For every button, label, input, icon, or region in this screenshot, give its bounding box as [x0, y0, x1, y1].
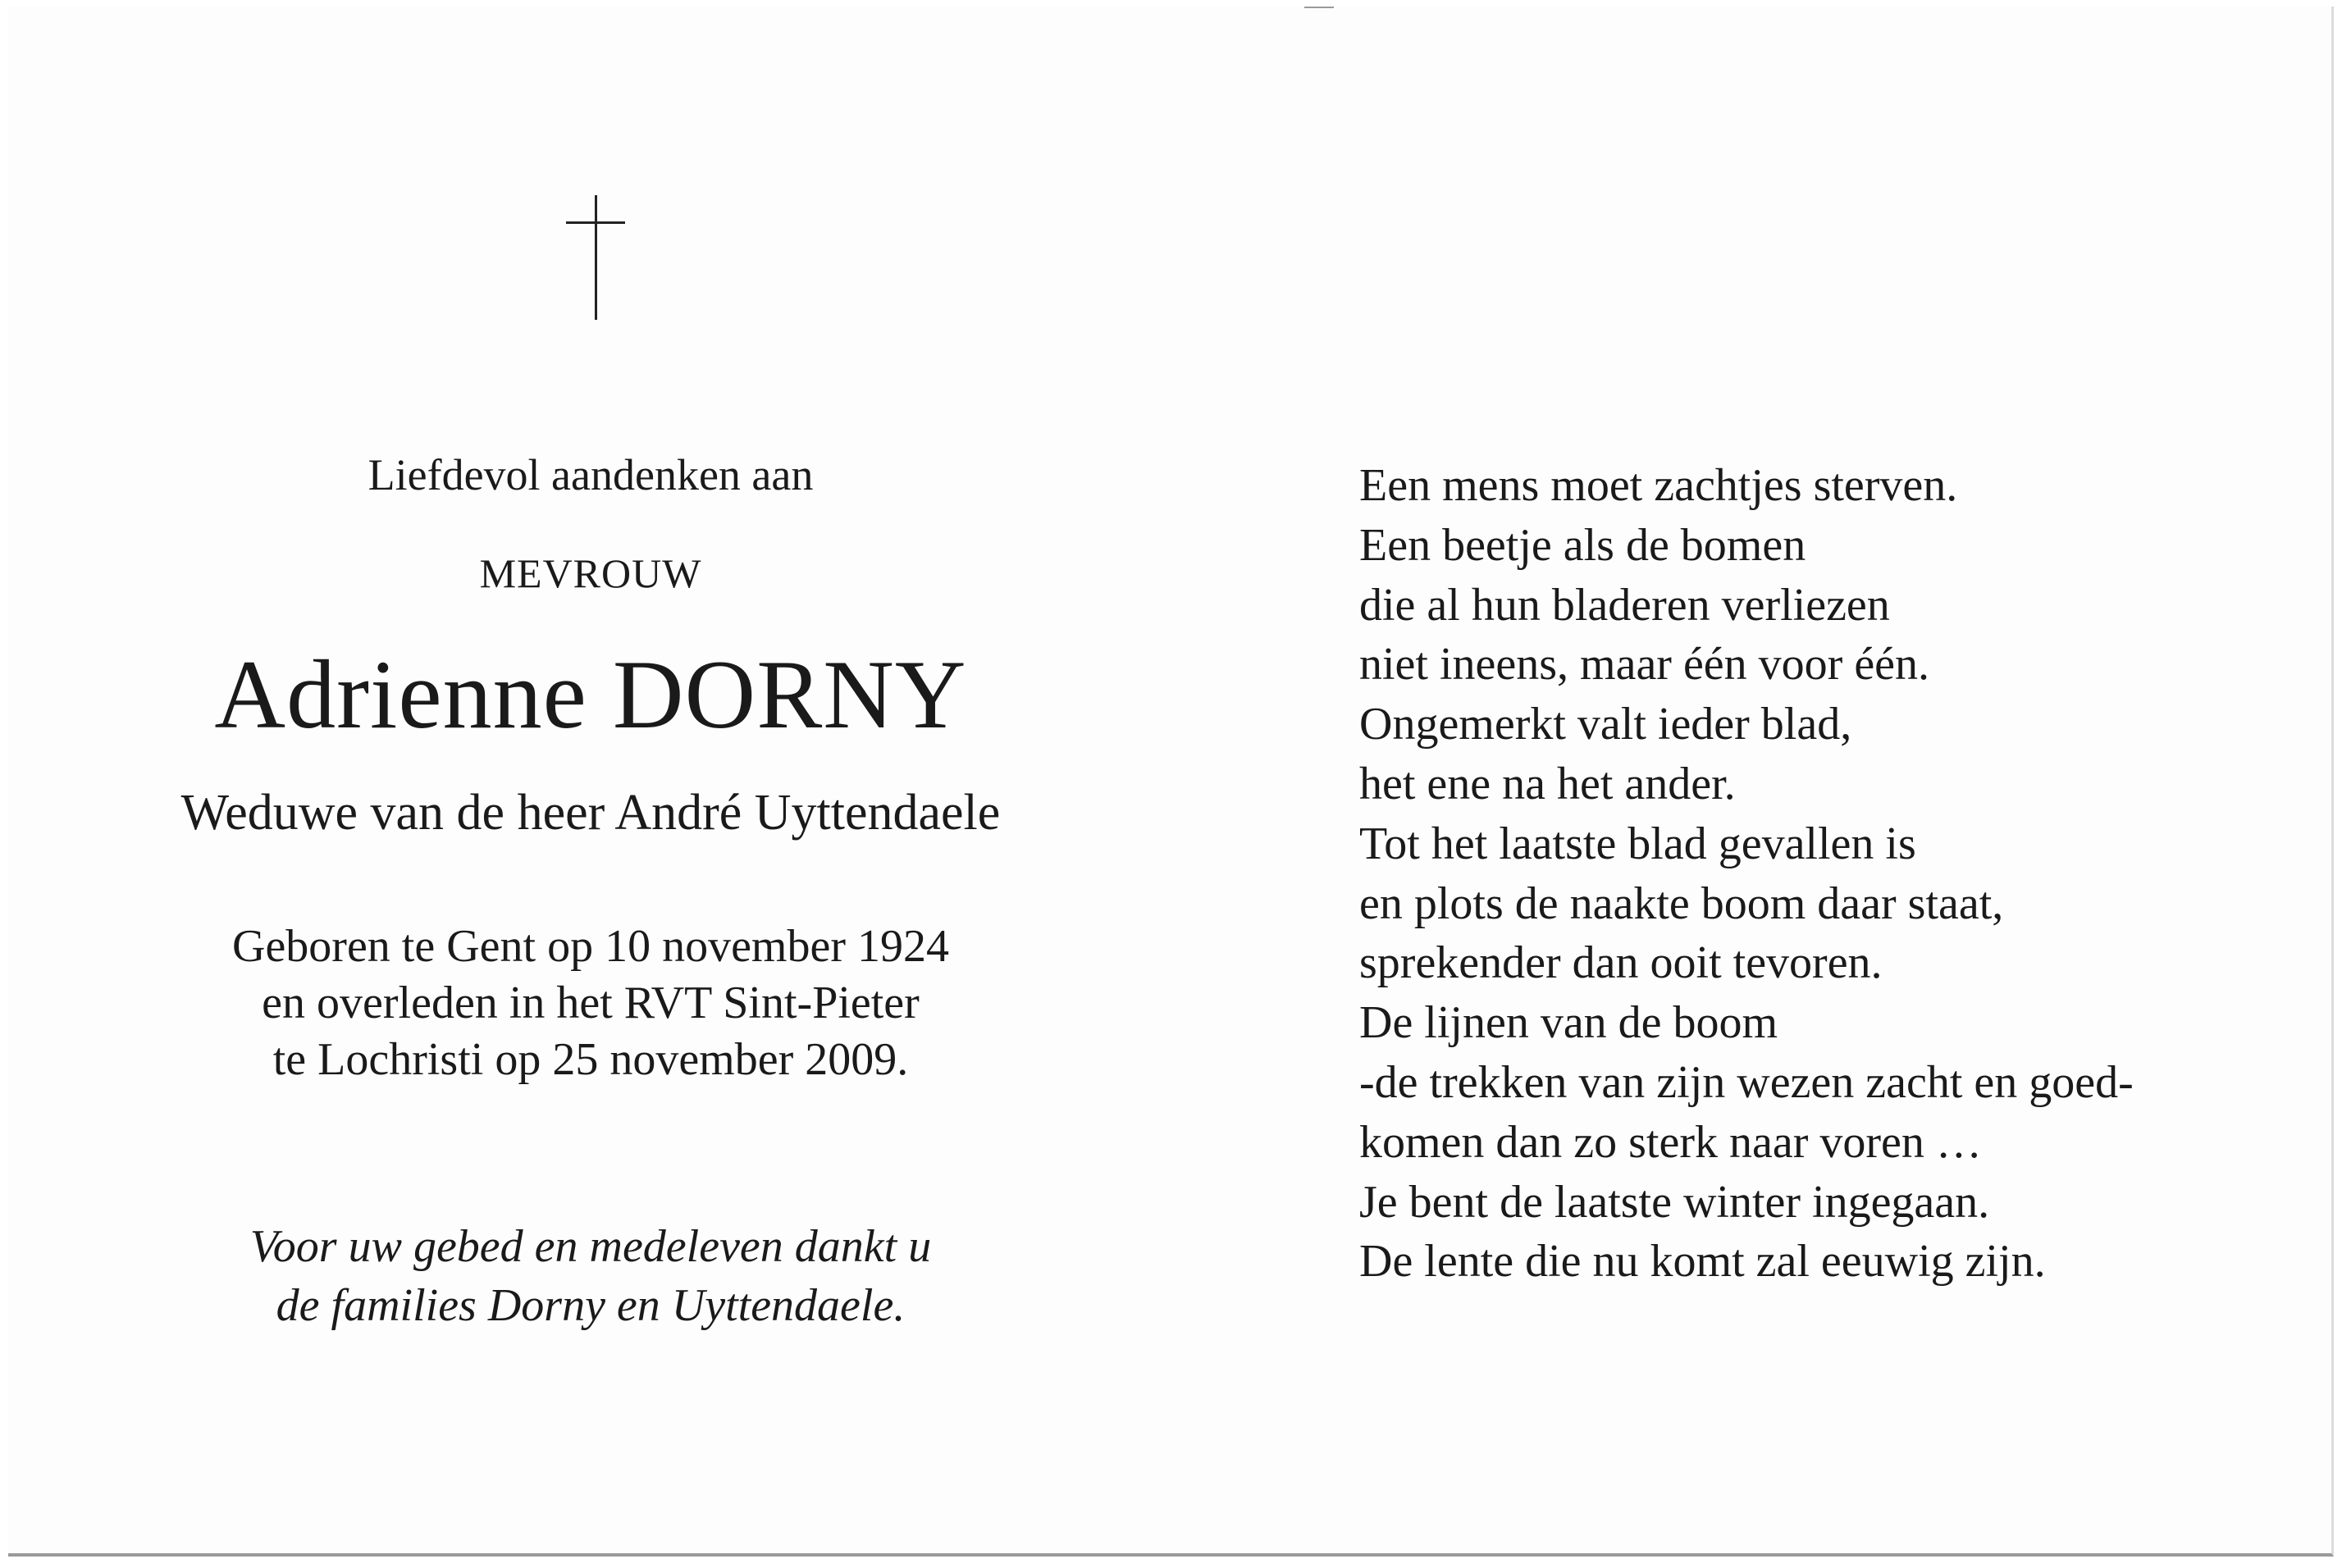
thanks-line: de families Dorny en Uyttendaele. [276, 1280, 906, 1331]
poem [1359, 456, 2262, 1292]
poem-line: De lijnen van de boom [1359, 997, 1778, 1049]
poem-line: die al hun bladeren verliezen [1359, 579, 1890, 631]
poem-line: komen dan zo sterk naar voren … [1359, 1116, 1982, 1168]
poem-line: -de trekken van zijn wezen zacht en goed- [1359, 1056, 2134, 1108]
memorial-card [8, 7, 2334, 1557]
poem-line: Je bent de laatste winter ingegaan. [1359, 1176, 1990, 1228]
birth-line: Geboren te Gent op 10 november 1924 [232, 921, 949, 972]
fold-mark [1304, 7, 1334, 8]
poem-line: het ene na het ander. [1359, 758, 1736, 809]
poem-line: Een mens moet zachtjes sterven. [1359, 460, 1958, 511]
cross-icon-vertical [595, 195, 597, 320]
poem-line: Ongemerkt valt ieder blad, [1359, 699, 1852, 750]
cross-icon [566, 195, 625, 320]
poem-line: Tot het laatste blad gevallen is [1359, 818, 1916, 869]
cross-icon-horizontal [566, 221, 625, 224]
poem-line: en plots de naakte boom daar staat, [1359, 877, 2004, 929]
widow-of-text: Weduwe van de heer André Uyttendaele [180, 785, 1001, 841]
intro-text: Liefdevol aandenken aan [368, 450, 814, 499]
poem-line: Een beetje als de bomen [1359, 519, 1806, 571]
deceased-name: Adrienne DORNY [214, 640, 967, 749]
death-place-date: te Lochristi op 25 november 2009. [272, 1034, 909, 1085]
poem-line: niet ineens, maar één voor één. [1359, 639, 1930, 691]
left-panel [8, 7, 1173, 1553]
thanks-line: Voor uw gebed en medeleven dankt u [249, 1221, 932, 1272]
honorific: MEVROUW [479, 550, 702, 596]
poem-line: De lente die nu komt zal eeuwig zijn. [1359, 1236, 2046, 1288]
poem-line: sprekender dan ooit tevoren. [1359, 937, 1883, 989]
death-line: en overleden in het RVT Sint-Pieter [262, 978, 920, 1028]
